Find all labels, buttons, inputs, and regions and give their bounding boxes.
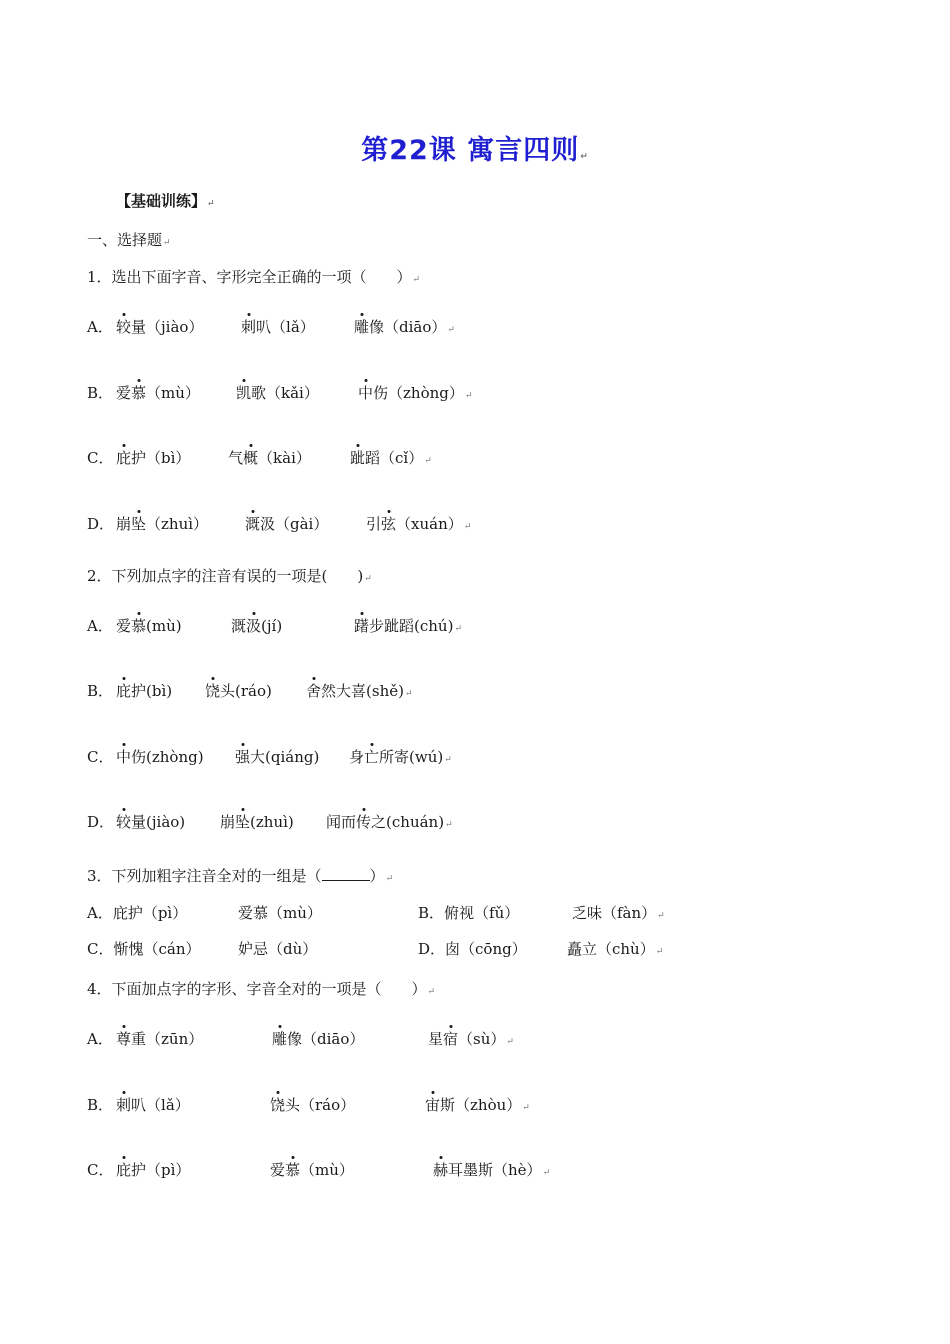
dotted-character: 亡 (364, 748, 380, 766)
q4-option-b-label: B． (87, 1096, 114, 1114)
dotted-character: 较 (116, 813, 132, 831)
q3-option-c-2: 妒忌（dù） (238, 940, 318, 958)
dotted-character: 宙 (425, 1096, 441, 1114)
q3-option-a-2: 爱慕（mù） (238, 904, 322, 922)
q2-option-d-item-1: 较量(jiào) (116, 813, 186, 831)
dotted-character: 躇 (354, 617, 370, 635)
q1-option-c-item-2: 气概（kài） (228, 449, 311, 467)
q2-option-d-item-2: 崩坠(zhuì) (220, 813, 294, 831)
question-4-stem: 4．下面加点字的字形、字音全对的一项是（ ）↵ (87, 980, 436, 998)
dotted-character: 坠 (235, 813, 251, 831)
q4-option-c-item-1: 庇护（pì） (116, 1161, 191, 1179)
dotted-character: 刺 (241, 318, 257, 336)
q1-option-d-item-1: 崩坠（zhuì） (116, 515, 209, 533)
dotted-character: 坠 (131, 515, 147, 533)
dotted-character: 舍 (306, 682, 322, 700)
dotted-character: 跐 (350, 449, 366, 467)
q3-option-d: D．囱（cōng） (418, 940, 527, 958)
dotted-character: 中 (358, 384, 374, 402)
dotted-character: 饶 (205, 682, 221, 700)
q2-option-b-item-3: 舍然大喜(shě)↵ (306, 682, 413, 700)
dotted-character: 刺 (116, 1096, 132, 1114)
q2-option-a-label: A． (87, 617, 113, 635)
question-2-stem: 2．下列加点字的注音有误的一项是( )↵ (87, 567, 372, 585)
q2-option-d-label: D． (87, 813, 115, 831)
dotted-character: 雕 (272, 1030, 288, 1048)
q3-option-d-2: 矗立（chù）↵ (567, 940, 664, 958)
dotted-character: 中 (116, 748, 132, 766)
dotted-character: 宿 (443, 1030, 459, 1048)
answer-blank[interactable] (322, 866, 370, 881)
q1-option-d-label: D． (87, 515, 115, 533)
q3-option-c: C．惭愧（cán） (87, 940, 201, 958)
q1-option-a-item-1: 较量（jiào） (116, 318, 204, 336)
q1-option-d-item-2: 溉汲（gài） (245, 515, 329, 533)
dotted-character: 赫 (433, 1161, 449, 1179)
dotted-character: 慕 (131, 384, 147, 402)
dotted-character: 庇 (116, 1161, 132, 1179)
q2-option-a-item-3: 躇步跐蹈(chú)↵ (354, 617, 462, 635)
dotted-character: 雕 (354, 318, 370, 336)
q4-option-b-item-1: 刺叭（lǎ） (116, 1096, 190, 1114)
q4-option-c-item-2: 爱慕（mù） (270, 1161, 354, 1179)
q2-option-b-item-1: 庇护(bì) (116, 682, 173, 700)
dotted-character: 传 (356, 813, 372, 831)
q4-option-c-label: C． (87, 1161, 114, 1179)
question-1-stem: 1．选出下面字音、字形完全正确的一项（ ）↵ (87, 268, 421, 286)
q4-option-b-item-3: 宙斯（zhòu）↵ (425, 1096, 530, 1114)
q2-option-a-item-1: 爱慕(mù) (116, 617, 182, 635)
dotted-character: 慕 (131, 617, 147, 635)
q2-option-b-label: B． (87, 682, 114, 700)
q1-option-a-item-3: 雕像（diāo）↵ (354, 318, 455, 336)
dotted-character: 概 (243, 449, 259, 467)
q3-option-a: A．庇护（pì） (87, 904, 188, 922)
q4-option-c-item-3: 赫耳墨斯（hè）↵ (433, 1161, 551, 1179)
q1-option-d-item-3: 引弦（xuán）↵ (366, 515, 472, 533)
page-title: 第22课 寓言四则↵ (361, 135, 589, 166)
dotted-character: 庇 (116, 682, 132, 700)
dotted-character: 弦 (381, 515, 397, 533)
q2-option-c-item-2: 强大(qiáng) (235, 748, 320, 766)
q2-option-a-item-2: 溉汲(jí) (231, 617, 283, 635)
q1-option-c-item-3: 跐蹈（cǐ）↵ (350, 449, 432, 467)
q2-option-c-label: C． (87, 748, 114, 766)
q2-option-d-item-3: 闻而传之(chuán)↵ (326, 813, 453, 831)
dotted-character: 溉 (245, 515, 261, 533)
q4-option-a-item-3: 星宿（sù）↵ (428, 1030, 514, 1048)
dotted-character: 强 (235, 748, 251, 766)
q2-option-b-item-2: 饶头(ráo) (205, 682, 272, 700)
section-heading: 【基础训练】↵ (116, 192, 215, 210)
q3-option-b-2: 乏味（fàn）↵ (572, 904, 665, 922)
dotted-character: 凯 (236, 384, 252, 402)
q1-option-c-item-1: 庇护（bì） (116, 449, 191, 467)
dotted-character: 尊 (116, 1030, 132, 1048)
q2-option-c-item-1: 中伤(zhòng) (116, 748, 204, 766)
q4-option-a-item-2: 雕像（diāo） (272, 1030, 365, 1048)
dotted-character: 慕 (285, 1161, 301, 1179)
q4-option-b-item-2: 饶头（ráo） (270, 1096, 356, 1114)
q3-option-b: B．俯视（fǔ） (418, 904, 520, 922)
q1-option-b-label: B． (87, 384, 114, 402)
q1-option-a-label: A． (87, 318, 113, 336)
dotted-character: 庇 (116, 449, 132, 467)
q4-option-a-item-1: 尊重（zūn） (116, 1030, 204, 1048)
dotted-character: 饶 (270, 1096, 286, 1114)
q1-option-b-item-2: 凯歌（kǎi） (236, 384, 319, 402)
q1-option-b-item-3: 中伤（zhòng）↵ (358, 384, 473, 402)
q1-option-a-item-2: 刺叭（lǎ） (241, 318, 315, 336)
part-heading: 一、选择题↵ (87, 231, 171, 249)
question-3-stem: 3．下列加粗字注音全对的一组是（ ）↵ (87, 867, 394, 885)
q1-option-c-label: C． (87, 449, 114, 467)
dotted-character: 较 (116, 318, 132, 336)
q4-option-a-label: A． (87, 1030, 113, 1048)
dotted-character: 汲 (246, 617, 262, 635)
q2-option-c-item-3: 身亡所寄(wú)↵ (349, 748, 452, 766)
q1-option-b-item-1: 爱慕（mù） (116, 384, 200, 402)
